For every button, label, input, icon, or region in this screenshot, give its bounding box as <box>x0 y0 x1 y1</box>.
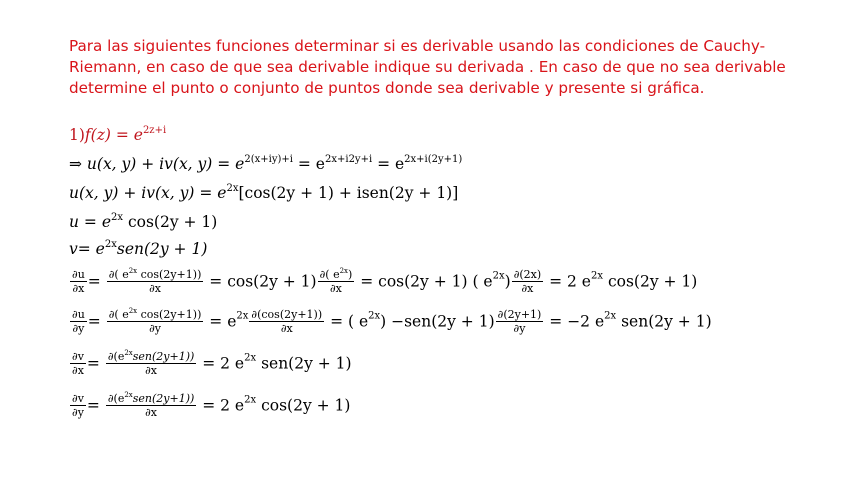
eq3-exp-a: 2x <box>226 183 239 194</box>
equation-v <box>69 240 207 258</box>
fraction-d1-2: $\frac{\partial( e^{2x} \cos(2y+1))}{\partial x}$ <box>108 267 202 295</box>
derivative-du-dx: $\frac{\partial u}{\partial x}$ = $\frac{\partial( e^{2x} \cos(2y+1))}{\partial x}$ = cos(2y + 1) $\frac{\partial( e^{2x})}{\partial x}$ = cos(2y + 1) ( $e^{2x}$) $\frac{\partial(2x)}{\partial x}$ = 2 $e^{2x}$ cos(2y + 1) <box>72 267 698 295</box>
equation-euler-form <box>69 184 458 202</box>
derivative-du-dy: $\frac{\partial u}{\partial y}$ = $\frac{\partial( e^{2x} \cos(2y+1))}{\partial y}$ = $e^{2x}$ $\frac{\partial(\cos(2y+1))}{\partial x}$ = ( $e^{2x}) -sen(2y + 1)$ $\frac{\partial(2y+1)}{\partial y}$ = −2 $e^{2x}$ sen(2y + 1) <box>72 307 712 335</box>
fraction-d2-3: $\frac{\partial(\cos(2y+1))}{\partial x}$ <box>251 308 323 335</box>
eq2-part-c: = e <box>372 155 405 173</box>
fraction-d1-4: $\frac{\partial(2x)}{\partial x}$ <box>513 268 542 295</box>
fraction-d1-3: $\frac{\partial( e^{2x})}{\partial x}$ <box>319 267 353 295</box>
eq2-exp-b: 2x+i2y+i <box>324 154 373 165</box>
eq4-part-b: cos(2y + 1) <box>127 213 218 231</box>
eq3-part-b: [cos(2y + 1) + isen(2y + 1)] <box>238 184 459 202</box>
eq2-exp-a: 2(x+iy)+i <box>244 154 293 165</box>
derivative-dv-dx: $\frac{\partial v}{\partial x}$ = $\frac{\partial(e^{2x}sen(2y+1))}{\partial x}$ = 2 $e^{2x}$ sen(2y + 1) <box>72 349 352 377</box>
derivative-dv-dy: $\frac{\partial v}{\partial y}$ = $\frac{\partial(e^{2x}sen(2y+1))}{\partial x}$ = 2 $e^{2x}$ cos(2y + 1) <box>72 391 351 419</box>
equation-substitution <box>69 155 462 173</box>
eq2-exp-c: 2x+i(2y+1) <box>404 154 463 165</box>
eq2-part-a: ⇒ u(x, y) + iv(x, y) = e <box>69 155 245 173</box>
fraction-dv-dy: $\frac{\partial v}{\partial y}$ <box>72 392 84 419</box>
problem-number: 1) <box>69 126 85 144</box>
equation-u <box>69 213 217 231</box>
fraction-d4-2: $\frac{\partial(e^{2x}sen(2y+1))}{\partial x}$ <box>107 391 195 419</box>
eq5-part-a: v= e <box>69 240 105 258</box>
fraction-d3-2: $\frac{\partial(e^{2x}sen(2y+1))}{\partial x}$ <box>107 349 195 377</box>
eq5-exp: 2x <box>104 239 117 250</box>
eq2-part-b: = e <box>292 155 325 173</box>
fraction-du-dx: $\frac{\partial u}{\partial x}$ <box>72 268 85 295</box>
fraction-dv-dx: $\frac{\partial v}{\partial x}$ <box>72 350 84 377</box>
problem-function: f(z) = e <box>84 126 143 144</box>
instructions-paragraph: Para las siguientes funciones determinar si es derivable usando las condiciones de Cauchy-Riemann, en caso de que sea derivable indique su derivada . En caso de que no sea derivable determine el punto o conjunto de puntos donde sea derivable y presente si gráfica. <box>69 37 786 97</box>
fraction-d2-4: $\frac{\partial(2y+1)}{\partial y}$ <box>497 308 542 335</box>
eq4-exp: 2x <box>111 212 124 223</box>
problem-exponent: 2z+i <box>142 125 167 136</box>
eq3-part-a: u(x, y) + iv(x, y) = e <box>69 184 227 202</box>
fraction-du-dy: $\frac{\partial u}{\partial y}$ <box>72 308 85 335</box>
eq4-part-a: u = e <box>69 213 111 231</box>
fraction-d2-2: $\frac{\partial( e^{2x} \cos(2y+1))}{\partial y}$ <box>108 307 202 335</box>
eq5-part-b: sen(2y + 1) <box>116 240 208 258</box>
problem-statement <box>69 126 166 144</box>
